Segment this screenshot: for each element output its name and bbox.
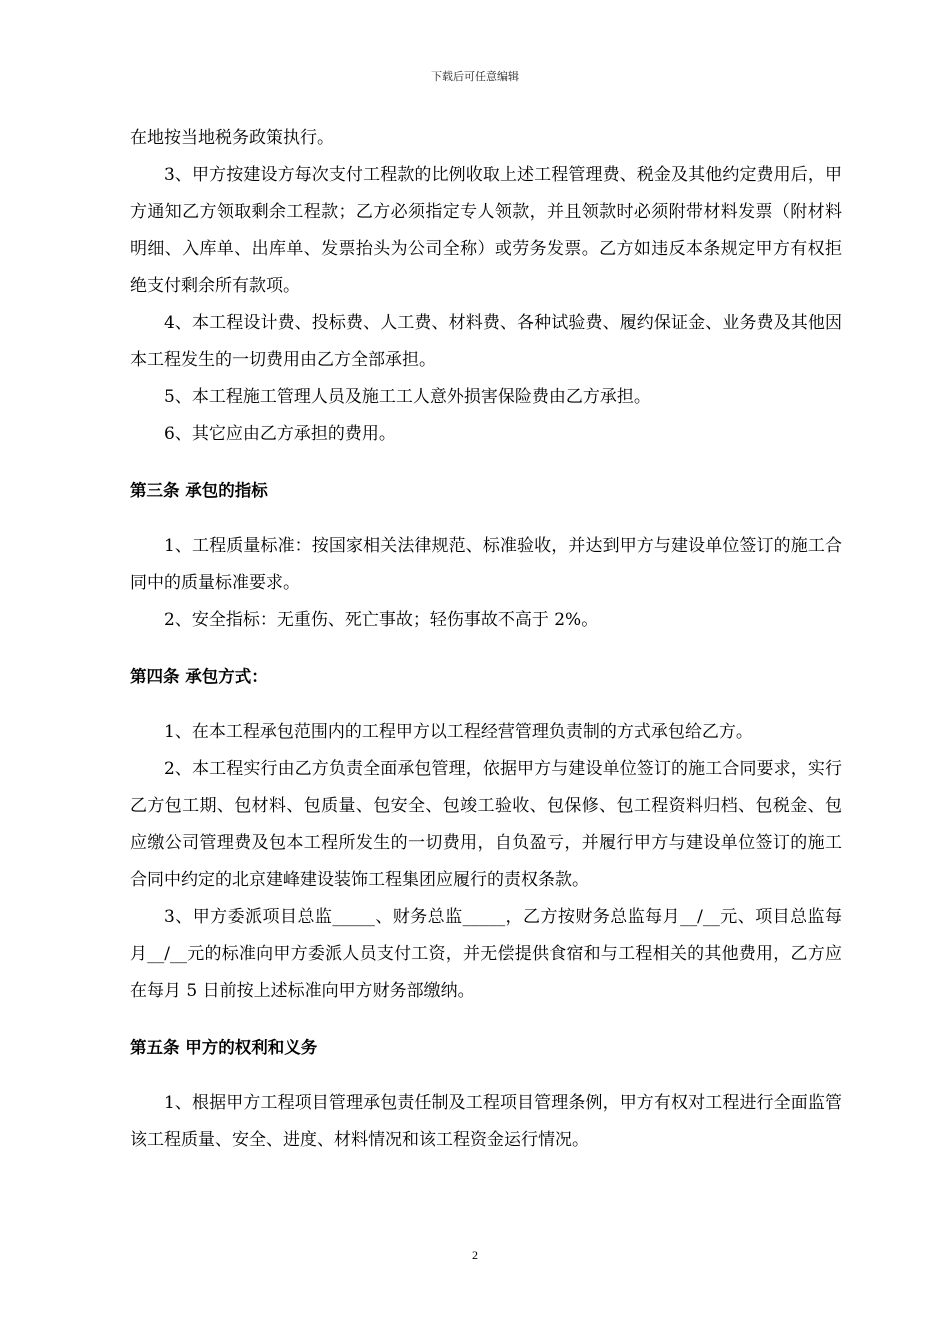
blank-finance-salary: __/__ bbox=[680, 907, 720, 927]
blank-finance-director: _____ bbox=[462, 907, 506, 927]
clause-3-item-2: 2、安全指标：无重伤、死亡事故；轻伤事故不高于 2%。 bbox=[164, 610, 599, 630]
clause-2-item-3: 3、甲方按建设方每次支付工程款的比例收取上述工程管理费、税金及其他约定费用后，甲方通知乙方领取剩余工程款；乙方必须指定专人领款，并且领款时必须附带材料发票（附材料明细、入库单、出库单、发票抬头为公司全称）或劳务发票。乙方如违反本条规定甲方有权拒绝支付剩余所有款项。 bbox=[130, 165, 842, 296]
clause-3-heading: 第三条 承包的指标 bbox=[130, 481, 268, 500]
blank-director-salary: __/__ bbox=[147, 944, 187, 964]
clause-4-heading: 第四条 承包方式： bbox=[130, 667, 268, 686]
paragraph-continuation: 在地按当地税务政策执行。 bbox=[130, 128, 334, 148]
clause-4-item-1: 1、在本工程承包范围内的工程甲方以工程经营管理负责制的方式承包给乙方。 bbox=[164, 722, 753, 742]
clause-4-item-3-text-a: 3、甲方委派项目总监 bbox=[164, 907, 333, 927]
document-body bbox=[130, 120, 842, 1159]
clause-2-item-4: 4、本工程设计费、投标费、人工费、材料费、各种试验费、履约保证金、业务费及其他因本工程发生的一切费用由乙方全部承担。 bbox=[130, 313, 842, 370]
clause-5-heading: 第五条 甲方的权利和义务 bbox=[130, 1038, 318, 1057]
clause-5-item-1: 1、根据甲方工程项目管理承包责任制及工程项目管理条例，甲方有权对工程进行全面监管该工程质量、安全、进度、材料情况和该工程资金运行情况。 bbox=[130, 1093, 842, 1150]
clause-4-item-3-text-e: 元的标准向甲方委派人员支付工资，并无偿提供食宿和与工程相关的其他费用，乙方应在每月 5 日前按上述标准向甲方财务部缴纳。 bbox=[130, 944, 843, 1001]
clause-4-item-2: 2、本工程实行由乙方负责全面承包管理，依据甲方与建设单位签订的施工合同要求，实行乙方包工期、包材料、包质量、包安全、包竣工验收、包保修、包工程资料归档、包税金、包应缴公司管理费及包本工程所发生的一切费用，自负盈亏，并履行甲方与建设单位签订的施工合同中约定的北京建峰建设装饰工程集团应履行的责权条款。 bbox=[130, 759, 842, 890]
page-header: 下载后可任意编辑 bbox=[431, 70, 519, 83]
clause-4-item-3-text-c: ，乙方按财务总监每月 bbox=[505, 907, 681, 927]
clause-2-item-6: 6、其它应由乙方承担的费用。 bbox=[164, 424, 396, 444]
clause-2-item-5: 5、本工程施工管理人员及施工工人意外损害保险费由乙方承担。 bbox=[164, 387, 651, 407]
clause-4-item-3-text-b: 、财务总监 bbox=[374, 907, 463, 927]
page-number: 2 bbox=[472, 1248, 478, 1262]
clause-4-item-3 bbox=[130, 899, 842, 1010]
clause-3-item-1: 1、工程质量标准：按国家相关法律规范、标准验收，并达到甲方与建设单位签订的施工合同中的质量标准要求。 bbox=[130, 536, 842, 593]
clause-4-item-3-text-d: 元、项目总监每月 bbox=[130, 907, 843, 964]
blank-project-director: _____ bbox=[332, 907, 375, 927]
